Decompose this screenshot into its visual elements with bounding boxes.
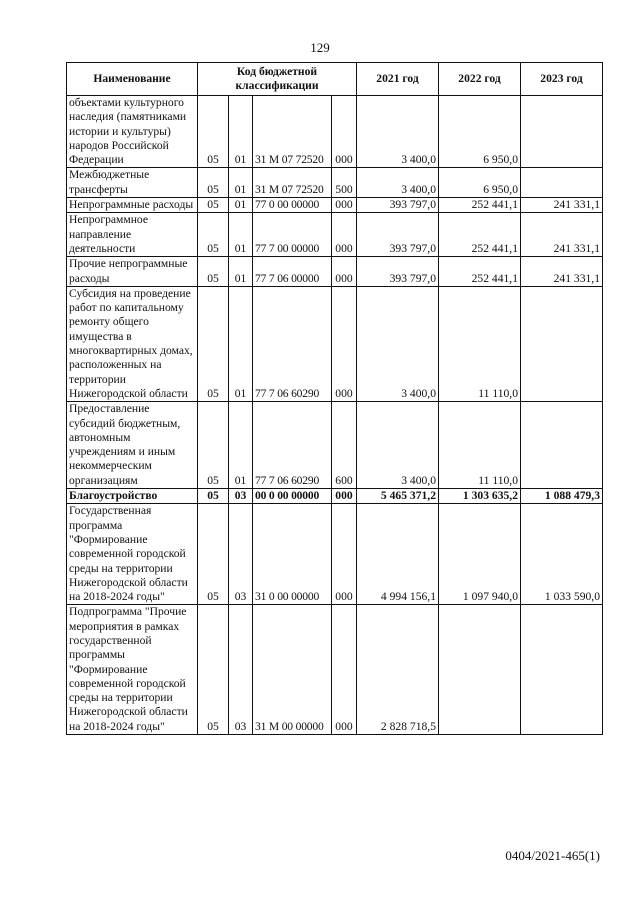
row-expense-type: 500 [332, 168, 357, 198]
row-value-2021: 5 465 371,2 [357, 489, 439, 504]
row-name: Межбюджетные трансферты [67, 168, 198, 198]
row-target-code: 31 М 07 72520 [253, 168, 332, 198]
row-target-code: 77 7 06 00000 [253, 257, 332, 287]
row-name: Подпрограмма "Прочие мероприятия в рамках государственной программы "Формирование современной городской среды на территории Нижегородской области на 2018-2024 годы" [67, 605, 198, 735]
row-subsection: 01 [229, 96, 253, 168]
row-section: 05 [198, 402, 229, 489]
row-section: 05 [198, 605, 229, 735]
row-value-2023: 241 331,1 [521, 257, 603, 287]
row-section: 05 [198, 198, 229, 213]
row-section: 05 [198, 96, 229, 168]
row-value-2023: 1 088 479,3 [521, 489, 603, 504]
row-subsection: 03 [229, 605, 253, 735]
row-value-2022: 11 110,0 [439, 402, 521, 489]
table-row [67, 504, 603, 605]
row-value-2021: 3 400,0 [357, 168, 439, 198]
table-row [67, 213, 603, 257]
table-row [67, 168, 603, 198]
row-expense-type: 000 [332, 489, 357, 504]
row-expense-type: 600 [332, 402, 357, 489]
header-2022: 2022 год [439, 63, 521, 96]
row-expense-type: 000 [332, 286, 357, 401]
row-target-code: 31 0 00 00000 [253, 504, 332, 605]
row-expense-type: 000 [332, 198, 357, 213]
page-number: 129 [310, 40, 330, 55]
row-value-2021: 3 400,0 [357, 402, 439, 489]
row-name: Прочие непрограммные расходы [67, 257, 198, 287]
row-subsection: 01 [229, 257, 253, 287]
header-2023: 2023 год [521, 63, 603, 96]
row-value-2023 [521, 605, 603, 735]
row-subsection: 01 [229, 168, 253, 198]
row-section: 05 [198, 168, 229, 198]
row-value-2023 [521, 96, 603, 168]
row-value-2023: 1 033 590,0 [521, 504, 603, 605]
row-subsection: 01 [229, 402, 253, 489]
row-name: Государственная программа "Формирование современной городской среды на территории Нижегородской области на 2018-2024 годы" [67, 504, 198, 605]
row-subsection: 03 [229, 504, 253, 605]
row-value-2023 [521, 168, 603, 198]
row-target-code: 31 М 00 00000 [253, 605, 332, 735]
row-name: Непрограммное направление деятельности [67, 213, 198, 257]
row-name: Непрограммные расходы [67, 198, 198, 213]
table-row [67, 402, 603, 489]
document-code: 0404/2021-465(1) [505, 848, 600, 863]
row-name: Благоустройство [67, 489, 198, 504]
row-value-2022: 252 441,1 [439, 213, 521, 257]
row-value-2021: 393 797,0 [357, 257, 439, 287]
row-expense-type: 000 [332, 605, 357, 735]
table-row [67, 257, 603, 287]
row-section: 05 [198, 213, 229, 257]
row-value-2022: 252 441,1 [439, 257, 521, 287]
row-value-2022: 6 950,0 [439, 96, 521, 168]
row-target-code: 00 0 00 00000 [253, 489, 332, 504]
row-expense-type: 000 [332, 96, 357, 168]
row-value-2021: 393 797,0 [357, 198, 439, 213]
header-code: Код бюджетной классификации [198, 63, 357, 96]
row-value-2021: 2 828 718,5 [357, 605, 439, 735]
header-name: Наименование [67, 63, 198, 96]
row-value-2022: 252 441,1 [439, 198, 521, 213]
row-value-2022: 1 303 635,2 [439, 489, 521, 504]
row-subsection: 01 [229, 198, 253, 213]
row-section: 05 [198, 286, 229, 401]
row-value-2022: 11 110,0 [439, 286, 521, 401]
table-body [67, 96, 603, 735]
table-row [67, 286, 603, 401]
table-row [67, 489, 603, 504]
row-target-code: 77 7 00 00000 [253, 213, 332, 257]
budget-table [66, 62, 603, 735]
table-header-row [67, 63, 603, 96]
table-row [67, 96, 603, 168]
row-section: 05 [198, 257, 229, 287]
row-target-code: 77 7 06 60290 [253, 402, 332, 489]
row-section: 05 [198, 504, 229, 605]
row-subsection: 01 [229, 213, 253, 257]
row-value-2021: 4 994 156,1 [357, 504, 439, 605]
row-value-2022: 6 950,0 [439, 168, 521, 198]
row-subsection: 03 [229, 489, 253, 504]
row-value-2021: 3 400,0 [357, 286, 439, 401]
row-value-2023: 241 331,1 [521, 198, 603, 213]
row-target-code: 77 0 00 00000 [253, 198, 332, 213]
row-value-2021: 3 400,0 [357, 96, 439, 168]
row-name: Субсидия на проведение работ по капитальному ремонту общего имущества в многоквартирных домах, расположенных на территории Нижегородской области [67, 286, 198, 401]
row-section: 05 [198, 489, 229, 504]
row-expense-type: 000 [332, 213, 357, 257]
row-value-2023: 241 331,1 [521, 213, 603, 257]
row-value-2023 [521, 286, 603, 401]
row-target-code: 31 М 07 72520 [253, 96, 332, 168]
row-value-2021: 393 797,0 [357, 213, 439, 257]
row-value-2023 [521, 402, 603, 489]
row-name: объектами культурного наследия (памятниками истории и культуры) народов Российской Федерации [67, 96, 198, 168]
row-value-2022: 1 097 940,0 [439, 504, 521, 605]
row-expense-type: 000 [332, 257, 357, 287]
row-expense-type: 000 [332, 504, 357, 605]
row-subsection: 01 [229, 286, 253, 401]
row-name: Предоставление субсидий бюджетным, автономным учреждениям и иным некоммерческим организациям [67, 402, 198, 489]
row-value-2022 [439, 605, 521, 735]
table-row [67, 605, 603, 735]
header-2021: 2021 год [357, 63, 439, 96]
row-target-code: 77 7 06 60290 [253, 286, 332, 401]
table-row [67, 198, 603, 213]
